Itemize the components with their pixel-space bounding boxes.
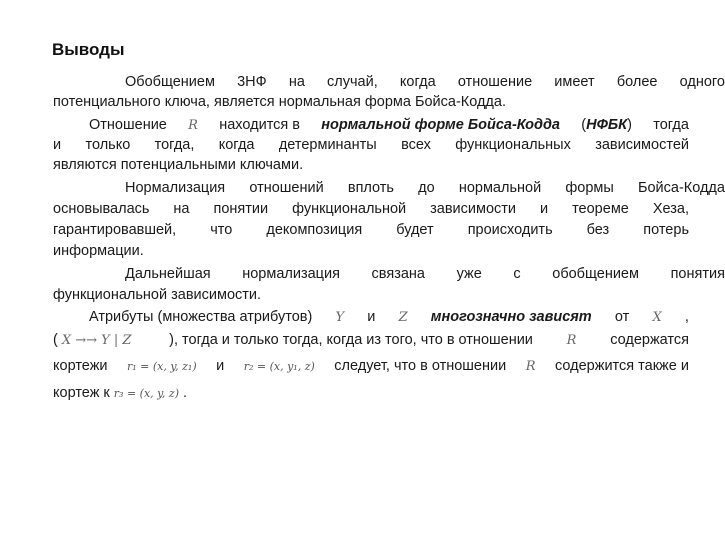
word: всех xyxy=(401,137,431,153)
p2-text-c: тогда xyxy=(653,117,689,133)
word: будет xyxy=(396,222,434,238)
p2-text-a: Отношение xyxy=(89,117,167,133)
word: отношений xyxy=(249,180,324,196)
word: декомпозиция xyxy=(266,222,363,238)
word: на xyxy=(288,74,305,90)
tuple-r1-formula: r₁ = (x, y, z₁) xyxy=(127,360,197,373)
word: Дальнейшая xyxy=(125,266,211,282)
word: когда xyxy=(399,74,436,90)
p2-line2 xyxy=(53,135,689,155)
word: без xyxy=(586,222,610,238)
word: нормальной xyxy=(458,180,542,196)
word: только xyxy=(85,137,131,153)
word: гарантировавшей, xyxy=(53,222,177,238)
bcnf-abbr-group xyxy=(581,115,632,135)
paren-open: ( xyxy=(581,117,587,133)
bcnf-abbr: НФБК xyxy=(586,117,628,133)
p5-line3 xyxy=(53,356,689,377)
tuple-r3-formula: r₃ = (x, y, z) xyxy=(113,387,179,400)
mvd-paren: ( xyxy=(53,332,58,348)
p5-line2-end: содержатся xyxy=(610,332,689,348)
word: уже xyxy=(456,266,482,282)
p5-tuple-label: кортеж к xyxy=(53,385,110,401)
word: связана xyxy=(371,266,425,282)
word: случай, xyxy=(327,74,378,90)
p5-and-2: и xyxy=(216,358,225,374)
word: происходить xyxy=(467,222,553,238)
p2-line1 xyxy=(89,115,689,136)
relation-r-symbol: R xyxy=(188,118,198,133)
p3-line3 xyxy=(53,220,689,240)
word: и xyxy=(53,137,62,153)
p1-line2: потенциального ключа, является нормальная форма Бойса-Кодда. xyxy=(53,94,506,110)
p5-line3-end: содержится также и xyxy=(555,358,689,374)
p5-tuples-label: кортежи xyxy=(53,358,108,374)
word: понятии xyxy=(213,201,269,217)
word: Нормализация xyxy=(125,180,226,196)
p3-line4: информации. xyxy=(53,243,144,259)
mvd-term: многозначно зависят xyxy=(430,309,592,325)
word: Бойса-Кодда xyxy=(637,180,725,196)
word: что xyxy=(210,222,233,238)
p3-line2 xyxy=(53,199,689,219)
relation-r-symbol-3: R xyxy=(525,359,536,374)
word: 3НФ xyxy=(237,74,267,90)
word: с xyxy=(513,266,521,282)
p5-from: от xyxy=(614,309,630,325)
p5-comma: , xyxy=(684,309,689,325)
p5-period: . xyxy=(182,385,188,401)
p1-line1 xyxy=(89,72,725,92)
p5-line2-text: ), тогда и только тогда, когда из того, что в отношении xyxy=(169,332,533,348)
word: тогда, xyxy=(154,137,195,153)
word: потерь xyxy=(643,222,689,238)
p4-line2: функциональной зависимости. xyxy=(53,287,262,303)
word: детерминанты xyxy=(278,137,377,153)
word: когда xyxy=(218,137,255,153)
p2-line3: являются потенциальными ключами. xyxy=(53,157,304,173)
mvd-formula: X →→ Y | Z xyxy=(61,333,132,348)
word: одного xyxy=(679,74,725,90)
word: отношение xyxy=(457,74,533,90)
p4-line1 xyxy=(89,264,725,284)
word: теореме xyxy=(572,201,629,217)
word: понятия xyxy=(670,266,725,282)
relation-r-symbol-2: R xyxy=(566,333,577,348)
word: на xyxy=(173,201,190,217)
tuple-r2-formula: r₂ = (x, y₁, z) xyxy=(243,360,315,373)
word: обобщением xyxy=(552,266,639,282)
word: зависимостей xyxy=(595,137,689,153)
p5-line2 xyxy=(53,330,689,351)
word: зависимости xyxy=(430,201,517,217)
word: имеет xyxy=(554,74,595,90)
word: функциональной xyxy=(292,201,407,217)
attr-y-symbol: Y xyxy=(335,310,345,325)
word: Хеза, xyxy=(652,201,689,217)
word: до xyxy=(418,180,435,196)
p5-text-a: Атрибуты (множества атрибутов) xyxy=(89,309,313,325)
attr-z-symbol: Z xyxy=(398,310,408,325)
word: функциональных xyxy=(455,137,571,153)
p5-line4 xyxy=(53,383,689,404)
mvd-group xyxy=(53,330,135,351)
bcnf-term: нормальной форме Бойса-Кодда xyxy=(321,117,560,133)
page-title: Выводы xyxy=(52,40,125,59)
paren-close: ) xyxy=(627,117,632,133)
p3-line1 xyxy=(89,178,725,198)
p5-and: и xyxy=(367,309,376,325)
p5-line1 xyxy=(89,307,689,328)
word: вплоть xyxy=(347,180,394,196)
word: более xyxy=(616,74,658,90)
p2-text-b: находится в xyxy=(219,117,301,133)
word: нормализация xyxy=(242,266,340,282)
word: Обобщением xyxy=(125,74,215,90)
p5-line3-text: следует, что в отношении xyxy=(334,358,507,374)
word: формы xyxy=(565,180,614,196)
word: основывалась xyxy=(53,201,150,217)
word: и xyxy=(540,201,549,217)
attr-x-symbol: X xyxy=(652,310,662,325)
